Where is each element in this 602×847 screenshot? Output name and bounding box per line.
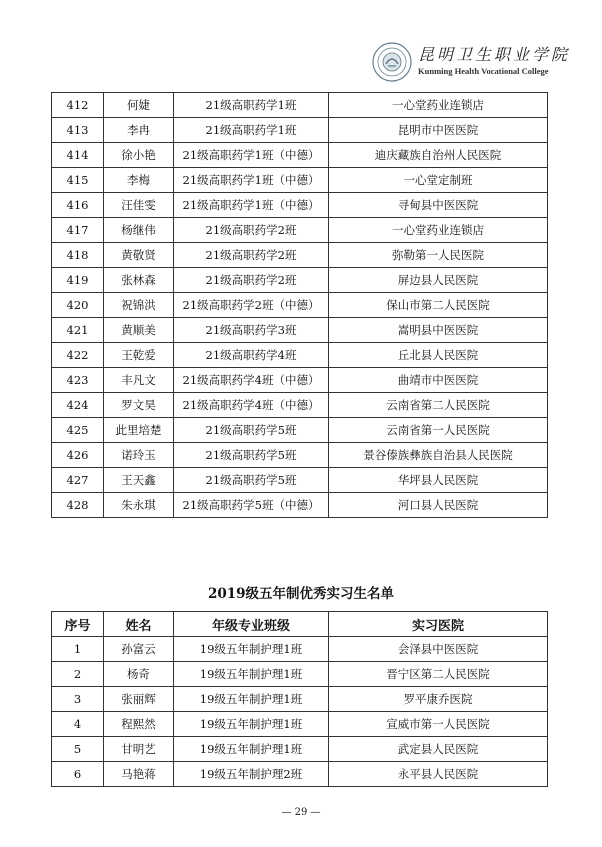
cell-index: 420 — [52, 293, 104, 318]
cell-index: 6 — [52, 762, 104, 787]
table-row — [52, 737, 548, 762]
cell-name: 丰凡文 — [104, 368, 174, 393]
cell-index: 2 — [52, 662, 104, 687]
school-name-en: Kunming Health Vocational College — [418, 66, 549, 76]
table-row — [52, 293, 548, 318]
header-hospital: 实习医院 — [329, 612, 548, 637]
header-index: 序号 — [52, 612, 104, 637]
cell-index: 419 — [52, 268, 104, 293]
cell-index: 424 — [52, 393, 104, 418]
table-row — [52, 662, 548, 687]
cell-index: 418 — [52, 243, 104, 268]
cell-hospital: 华坪县人民医院 — [329, 468, 548, 493]
cell-class: 19级五年制护理1班 — [174, 637, 329, 662]
cell-index: 425 — [52, 418, 104, 443]
cell-index: 5 — [52, 737, 104, 762]
cell-index: 428 — [52, 493, 104, 518]
cell-class: 21级高职药学5班（中德） — [174, 493, 329, 518]
table-row — [52, 687, 548, 712]
table-row — [52, 393, 548, 418]
cell-hospital: 景谷傣族彝族自治县人民医院 — [329, 443, 548, 468]
cell-name: 罗文昊 — [104, 393, 174, 418]
cell-index: 423 — [52, 368, 104, 393]
table-row — [52, 712, 548, 737]
cell-index: 3 — [52, 687, 104, 712]
page-number: — 29 — — [281, 807, 321, 818]
cell-class: 21级高职药学5班 — [174, 468, 329, 493]
cell-name: 孙富云 — [104, 637, 174, 662]
cell-class: 21级高职药学4班（中德） — [174, 393, 329, 418]
intern-table-2019 — [51, 611, 548, 787]
cell-name: 张丽辉 — [104, 687, 174, 712]
cell-class: 21级高职药学2班 — [174, 218, 329, 243]
cell-class: 19级五年制护理1班 — [174, 737, 329, 762]
cell-name: 王天鑫 — [104, 468, 174, 493]
cell-name: 诺玲玉 — [104, 443, 174, 468]
cell-name: 朱永琪 — [104, 493, 174, 518]
cell-index: 427 — [52, 468, 104, 493]
cell-index: 421 — [52, 318, 104, 343]
cell-hospital: 弥勒第一人民医院 — [329, 243, 548, 268]
cell-class: 21级高职药学2班 — [174, 243, 329, 268]
table-row — [52, 468, 548, 493]
cell-hospital: 永平县人民医院 — [329, 762, 548, 787]
table-row — [52, 343, 548, 368]
table-row — [52, 168, 548, 193]
cell-hospital: 屏边县人民医院 — [329, 268, 548, 293]
cell-index: 422 — [52, 343, 104, 368]
cell-index: 426 — [52, 443, 104, 468]
table-row — [52, 218, 548, 243]
cell-hospital: 迪庆藏族自治州人民医院 — [329, 143, 548, 168]
cell-hospital: 罗平康乔医院 — [329, 687, 548, 712]
table-row — [52, 243, 548, 268]
cell-hospital: 会泽县中医医院 — [329, 637, 548, 662]
cell-hospital: 保山市第二人民医院 — [329, 293, 548, 318]
cell-hospital: 丘北县人民医院 — [329, 343, 548, 368]
cell-name: 杨继伟 — [104, 218, 174, 243]
cell-hospital: 云南省第一人民医院 — [329, 418, 548, 443]
cell-hospital: 一心堂药业连锁店 — [329, 218, 548, 243]
cell-name: 此里培楚 — [104, 418, 174, 443]
cell-index: 413 — [52, 118, 104, 143]
cell-name: 李梅 — [104, 168, 174, 193]
cell-class: 21级高职药学2班（中德） — [174, 293, 329, 318]
cell-hospital: 一心堂药业连锁店 — [329, 93, 548, 118]
cell-name: 黄顺美 — [104, 318, 174, 343]
cell-name: 汪佳雯 — [104, 193, 174, 218]
college-seal-icon — [372, 42, 412, 82]
cell-hospital: 武定县人民医院 — [329, 737, 548, 762]
cell-name: 王乾爱 — [104, 343, 174, 368]
table-header-row — [52, 612, 548, 637]
table-row — [52, 637, 548, 662]
cell-index: 1 — [52, 637, 104, 662]
section-title: 2019级五年制优秀实习生名单 — [207, 586, 395, 602]
cell-hospital: 寻甸县中医医院 — [329, 193, 548, 218]
table-row — [52, 368, 548, 393]
cell-class: 21级高职药学1班（中德） — [174, 143, 329, 168]
cell-hospital: 昆明市中医医院 — [329, 118, 548, 143]
cell-index: 412 — [52, 93, 104, 118]
intern-table-continued — [51, 92, 548, 518]
header-name: 姓名 — [104, 612, 174, 637]
cell-name: 甘明艺 — [104, 737, 174, 762]
cell-index: 416 — [52, 193, 104, 218]
cell-index: 415 — [52, 168, 104, 193]
cell-index: 414 — [52, 143, 104, 168]
cell-hospital: 河口县人民医院 — [329, 493, 548, 518]
cell-hospital: 云南省第二人民医院 — [329, 393, 548, 418]
table-row — [52, 418, 548, 443]
cell-class: 21级高职药学4班 — [174, 343, 329, 368]
cell-hospital: 晋宁区第二人民医院 — [329, 662, 548, 687]
cell-index: 4 — [52, 712, 104, 737]
cell-class: 19级五年制护理1班 — [174, 712, 329, 737]
cell-hospital: 嵩明县中医医院 — [329, 318, 548, 343]
cell-name: 祝锦洪 — [104, 293, 174, 318]
cell-name: 张林森 — [104, 268, 174, 293]
cell-name: 何婕 — [104, 93, 174, 118]
cell-class: 21级高职药学1班（中德） — [174, 193, 329, 218]
cell-class: 19级五年制护理2班 — [174, 762, 329, 787]
table-row — [52, 762, 548, 787]
table-row — [52, 318, 548, 343]
header-class: 年级专业班级 — [174, 612, 329, 637]
cell-class: 21级高职药学1班（中德） — [174, 168, 329, 193]
school-name-cn: 昆明卫生职业学院 — [418, 45, 571, 64]
cell-class: 21级高职药学4班（中德） — [174, 368, 329, 393]
cell-class: 21级高职药学3班 — [174, 318, 329, 343]
table-row — [52, 93, 548, 118]
cell-name: 程熙然 — [104, 712, 174, 737]
cell-hospital: 曲靖市中医医院 — [329, 368, 548, 393]
cell-hospital: 一心堂定制班 — [329, 168, 548, 193]
cell-class: 19级五年制护理1班 — [174, 662, 329, 687]
college-header — [372, 40, 572, 84]
cell-name: 杨奇 — [104, 662, 174, 687]
cell-class: 21级高职药学1班 — [174, 118, 329, 143]
cell-name: 马艳蒋 — [104, 762, 174, 787]
cell-name: 黄敬贤 — [104, 243, 174, 268]
cell-hospital: 宣威市第一人民医院 — [329, 712, 548, 737]
cell-index: 417 — [52, 218, 104, 243]
cell-class: 21级高职药学5班 — [174, 443, 329, 468]
table-row — [52, 193, 548, 218]
cell-name: 李冉 — [104, 118, 174, 143]
cell-class: 21级高职药学2班 — [174, 268, 329, 293]
cell-class: 21级高职药学1班 — [174, 93, 329, 118]
cell-class: 19级五年制护理1班 — [174, 687, 329, 712]
table-row — [52, 118, 548, 143]
table-row — [52, 268, 548, 293]
cell-name: 徐小艳 — [104, 143, 174, 168]
table-row — [52, 443, 548, 468]
cell-class: 21级高职药学5班 — [174, 418, 329, 443]
table-row — [52, 493, 548, 518]
table-row — [52, 143, 548, 168]
